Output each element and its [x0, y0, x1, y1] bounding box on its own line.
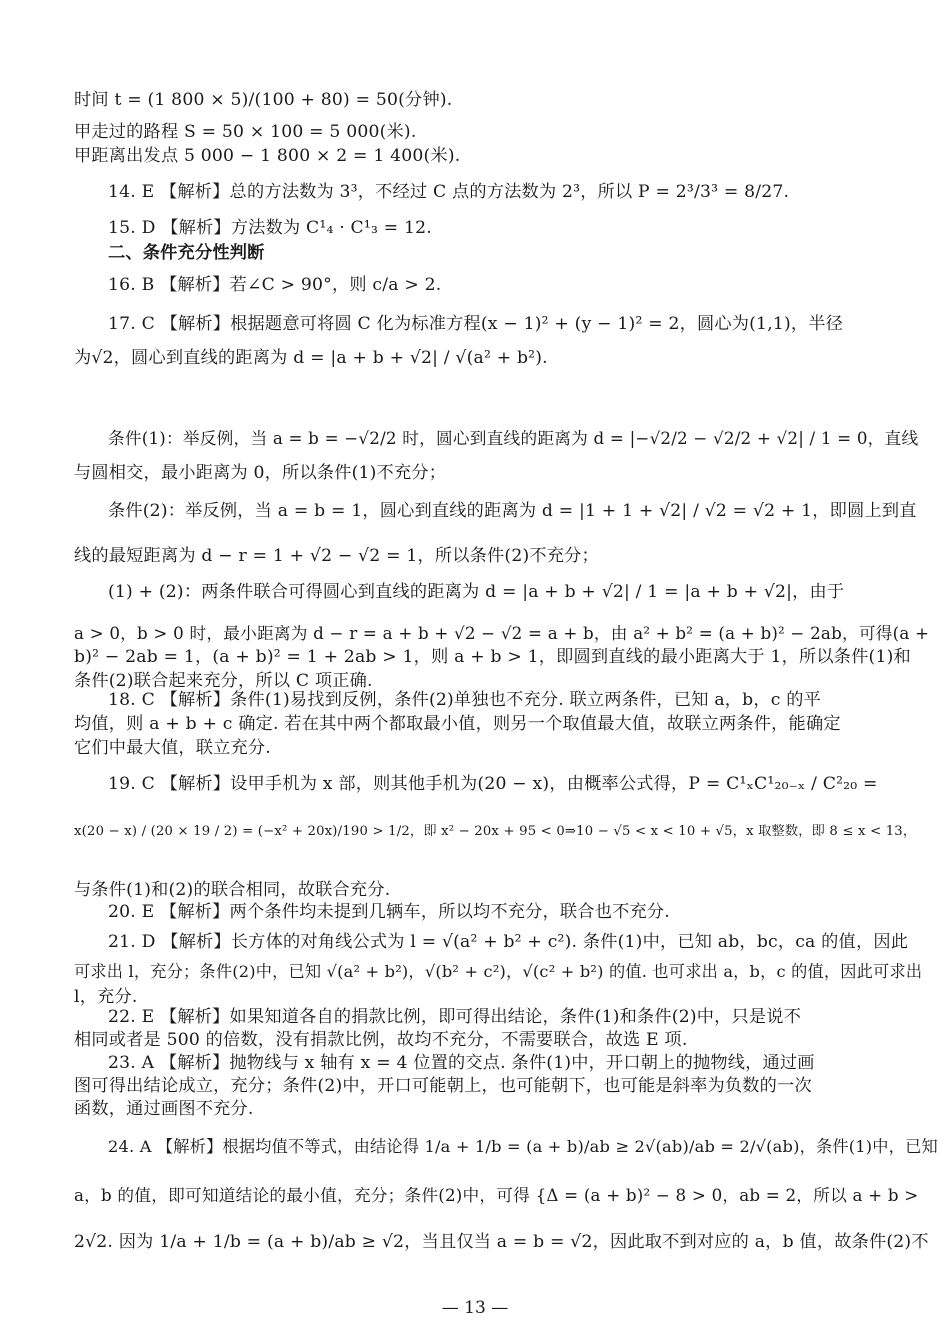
text-line: 条件(2)联合起来充分，所以 C 项正确.	[74, 671, 373, 691]
text-line: 21. D 【解析】长方体的对角线公式为 l = √(a² + b² + c²). 条件(1)中，已知 ab，bc，ca 的值，因此	[108, 932, 909, 952]
text-line: 18. C 【解析】条件(1)易找到反例，条件(2)单独也不充分. 联立两条件，已知 a，b，c 的平	[108, 690, 822, 710]
text-line: 为√2，圆心到直线的距离为 d = |a + b + √2| / √(a² + b²).	[74, 348, 548, 368]
text-line: l，充分.	[74, 987, 138, 1007]
text-line: 与圆相交，最小距离为 0，所以条件(1)不充分；	[74, 463, 447, 483]
text-line: 23. A 【解析】抛物线与 x 轴有 x = 4 位置的交点. 条件(1)中，开口朝上的抛物线，通过画	[108, 1053, 815, 1073]
text-line: 14. E 【解析】总的方法数为 3³，不经过 C 点的方法数为 2³，所以 P = 2³/3³ = 8/27.	[108, 182, 790, 202]
text-line: b)² − 2ab = 1，(a + b)² = 1 + 2ab > 1，则 a + b > 1，即圆到直线的最小距离大于 1，所以条件(1)和	[74, 647, 911, 667]
text-line: 15. D 【解析】方法数为 C¹₄ · C¹₃ = 12.	[108, 218, 432, 238]
text-line: 图可得出结论成立，充分；条件(2)中，开口可能朝上，也可能朝下，也可能是斜率为负数的一次	[74, 1076, 812, 1096]
text-line: 19. C 【解析】设甲手机为 x 部，则其他手机为(20 − x)，由概率公式得，P = C¹ₓC¹₂₀₋ₓ / C²₂₀ =	[108, 774, 878, 794]
text-line: a > 0，b > 0 时，最小距离为 d − r = a + b + √2 − √2 = a + b，由 a² + b² = (a + b)² − 2ab，可得(a +	[74, 623, 930, 643]
text-line: x(20 − x) / (20 × 19 / 2) = (−x² + 20x)/190 > 1/2，即 x² − 20x + 95 < 0⇒10 − √5 < x < 10 + √5，x 取整数，即 8 ≤ x < 13，	[74, 824, 917, 839]
text-line: 时间 t = (1 800 × 5)/(100 + 80) = 50(分钟).	[74, 90, 453, 110]
text-line: 它们中最大值，联立充分.	[74, 738, 271, 758]
text-line: 函数，通过画图不充分.	[74, 1099, 254, 1119]
text-line: 相同或者是 500 的倍数，没有捐款比例，故均不充分，不需要联合，故选 E 项.	[74, 1030, 688, 1050]
text-line: 16. B 【解析】若∠C > 90°，则 c/a > 2.	[108, 275, 442, 295]
text-line: 线的最短距离为 d − r = 1 + √2 − √2 = 1，所以条件(2)不充分；	[74, 546, 599, 566]
page-number: — 13 —	[441, 1298, 509, 1318]
text-line: 与条件(1)和(2)的联合相同，故联合充分.	[74, 880, 391, 900]
text-line: 条件(1)：举反例，当 a = b = −√2/2 时，圆心到直线的距离为 d = |−√2/2 − √2/2 + √2| / 1 = 0，直线	[108, 428, 919, 448]
text-line: 甲距离出发点 5 000 − 1 800 × 2 = 1 400(米).	[74, 146, 461, 166]
text-line: 22. E 【解析】如果知道各自的捐款比例，即可得出结论，条件(1)和条件(2)中，只是说不	[108, 1007, 802, 1027]
text-line: 2√2. 因为 1/a + 1/b = (a + b)/ab ≥ √2，当且仅当 a = b = √2，因此取不到对应的 a，b 值，故条件(2)不	[74, 1232, 929, 1252]
text-line: (1) + (2)：两条件联合可得圆心到直线的距离为 d = |a + b + √2| / 1 = |a + b + √2|，由于	[108, 582, 845, 602]
text-line: 可求出 l，充分；条件(2)中，已知 √(a² + b²)，√(b² + c²)，√(c² + b²) 的值. 也可求出 a，b，c 的值，因此可求出	[74, 962, 923, 981]
text-line: 条件(2)：举反例，当 a = b = 1，圆心到直线的距离为 d = |1 + 1 + √2| / √2 = √2 + 1，即圆上到直	[108, 501, 917, 521]
text-line: 17. C 【解析】根据题意可将圆 C 化为标准方程(x − 1)² + (y − 1)² = 2，圆心为(1,1)，半径	[108, 314, 844, 334]
text-line: a，b 的值，即可知道结论的最小值，充分；条件(2)中，可得 {Δ = (a + b)² − 8 > 0，ab = 2，所以 a + b >	[74, 1185, 919, 1205]
text-line: 24. A 【解析】根据均值不等式，由结论得 1/a + 1/b = (a + b)/ab ≥ 2√(ab)/ab = 2/√(ab)，条件(1)中，已知	[108, 1137, 938, 1156]
section-heading: 二、条件充分性判断	[108, 243, 265, 263]
text-line: 甲走过的路程 S = 50 × 100 = 5 000(米).	[74, 122, 417, 142]
text-line: 均值，则 a + b + c 确定. 若在其中两个都取最小值，则另一个取值最大值，故联立两条件，能确定	[74, 714, 841, 734]
text-line: 20. E 【解析】两个条件均未提到几辆车，所以均不充分，联合也不充分.	[108, 902, 670, 922]
